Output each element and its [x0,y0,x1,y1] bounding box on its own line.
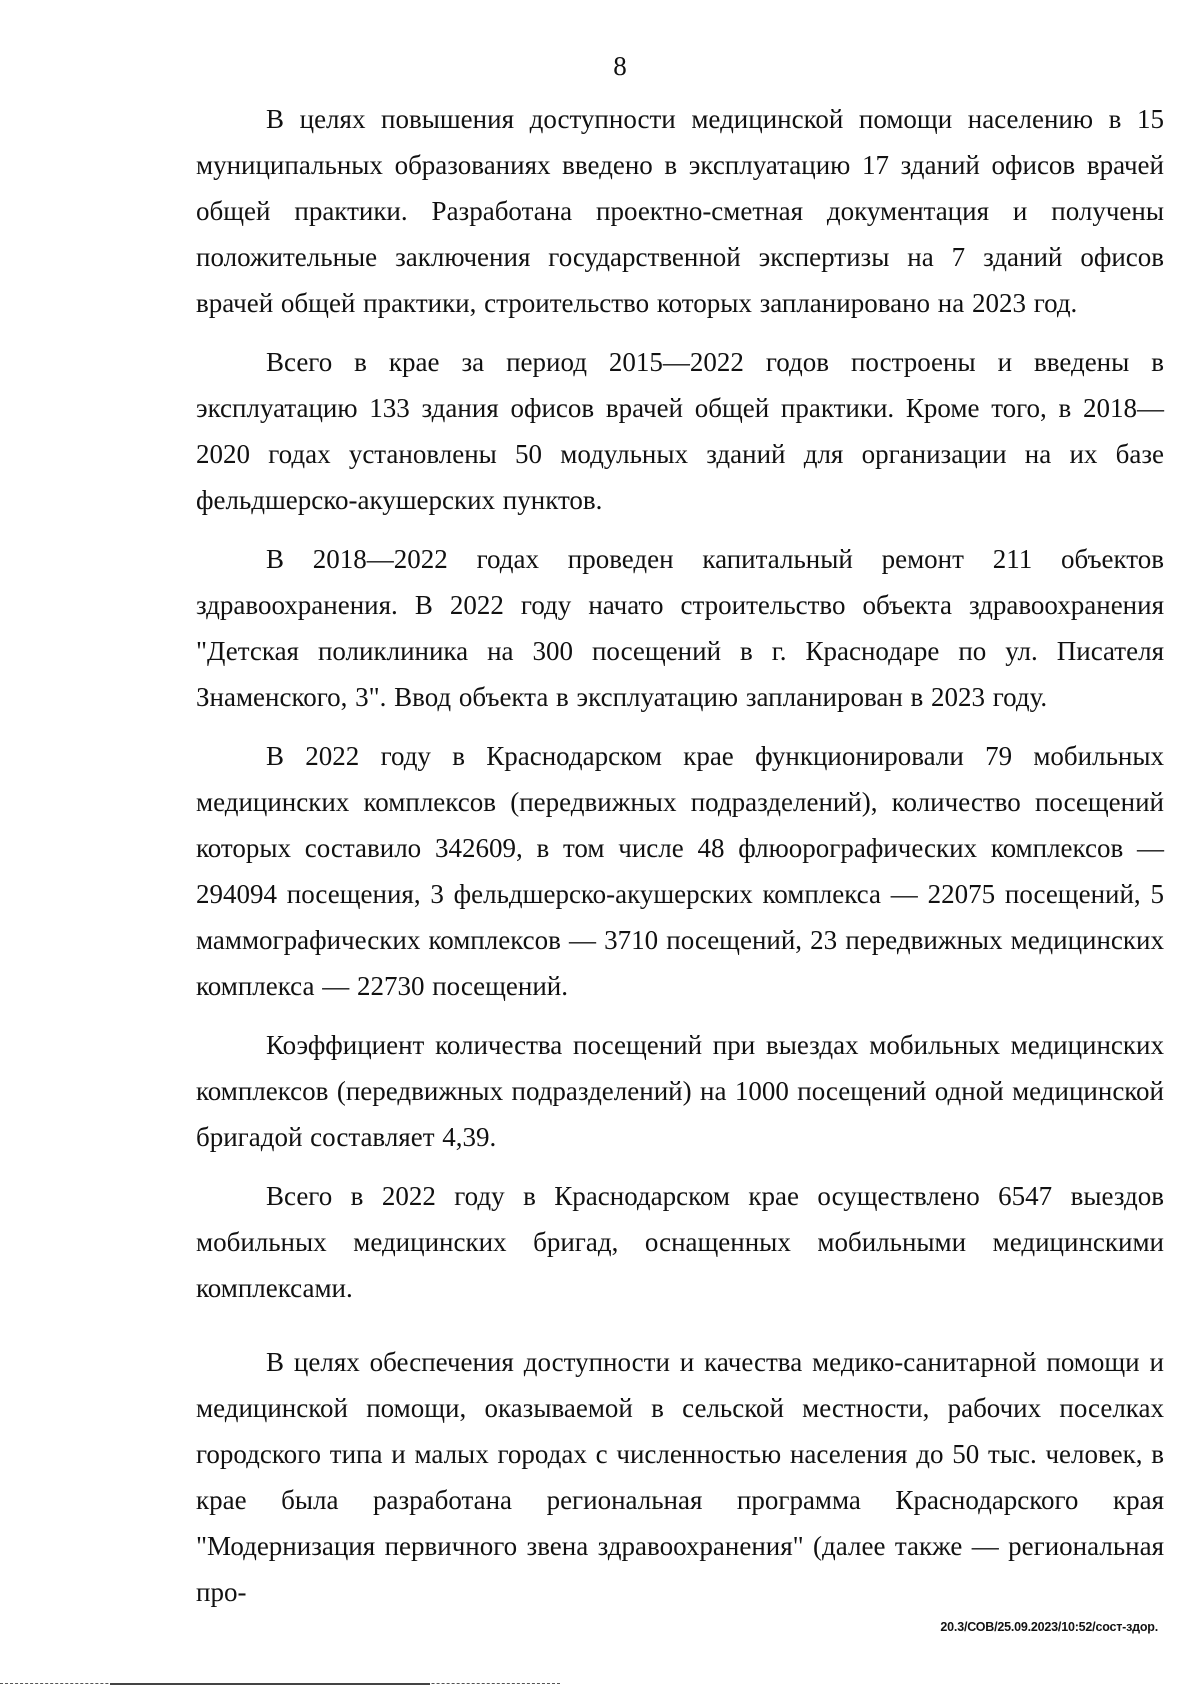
paragraph-total-buildings: Всего в крае за период 2015—2022 годов построены и введены в эксплуатацию 133 здания офисов врачей общей практики. Кроме того, в 2018—2020 годах установлены 50 модульных зданий для организации на их базе фельдшерско-акушерских пунктов. [196,347,1164,515]
paragraph-visit-coefficient: Коэффициент количества посещений при выездах мобильных медицинских комплексов (передвижных подразделений) на 1000 посещений одной медицинской бригадой составляет 4,39. [196,1030,1164,1152]
scan-edge-line-solid [110,1683,430,1685]
paragraph-office-buildings: В целях повышения доступности медицинской помощи населению в 15 муниципальных образованиях введено в эксплуатацию 17 зданий офисов врачей общей практики. Разработана проектно-сметная документация и получены положительные заключения государственной экспертизы на 7 зданий офисов врачей общей практики, строительство которых запланировано на 2023 год. [196,104,1164,318]
paragraph-mobile-complexes: В 2022 году в Краснодарском крае функционировали 79 мобильных медицинских комплексов (передвижных подразделений), количество посещений которых составило 342609, в том числе 48 флюорографических комплексов — 294094 посещения, 3 фельдшерско-акушерских комплекса — 22075 посещений, 5 маммографических комплексов — 3710 посещений, 23 передвижных медицинских комплекса — 22730 посещений. [196,741,1164,1001]
document-registration-code: 20.3/СОВ/25.09.2023/10:52/сост-здор. [940,1620,1158,1634]
document-body [196,96,1164,1628]
page-number: 8 [613,51,627,81]
paragraph-mobile-trips: Всего в 2022 году в Краснодарском крае осуществлено 6547 выездов мобильных медицинских бригад, оснащенных мобильными медицинскими комплексами. [196,1181,1164,1303]
paragraph-regional-program: В целях обеспечения доступности и качества медико-санитарной помощи и медицинской помощи, оказываемой в сельской местности, рабочих поселках городского типа и малых городах с численностью населения до 50 тыс. человек, в крае была разработана региональная программа Краснодарского края "Модернизация первичного звена здравоохранения" (далее также — региональная про- [196,1347,1164,1607]
paragraph-capital-repair: В 2018—2022 годах проведен капитальный ремонт 211 объектов здравоохранения. В 2022 году начато строительство объекта здравоохранения "Детская поликлиника на 300 посещений в г. Краснодаре по ул. Писателя Знаменского, 3". Ввод объекта в эксплуатацию запланирован в 2023 году. [196,544,1164,712]
